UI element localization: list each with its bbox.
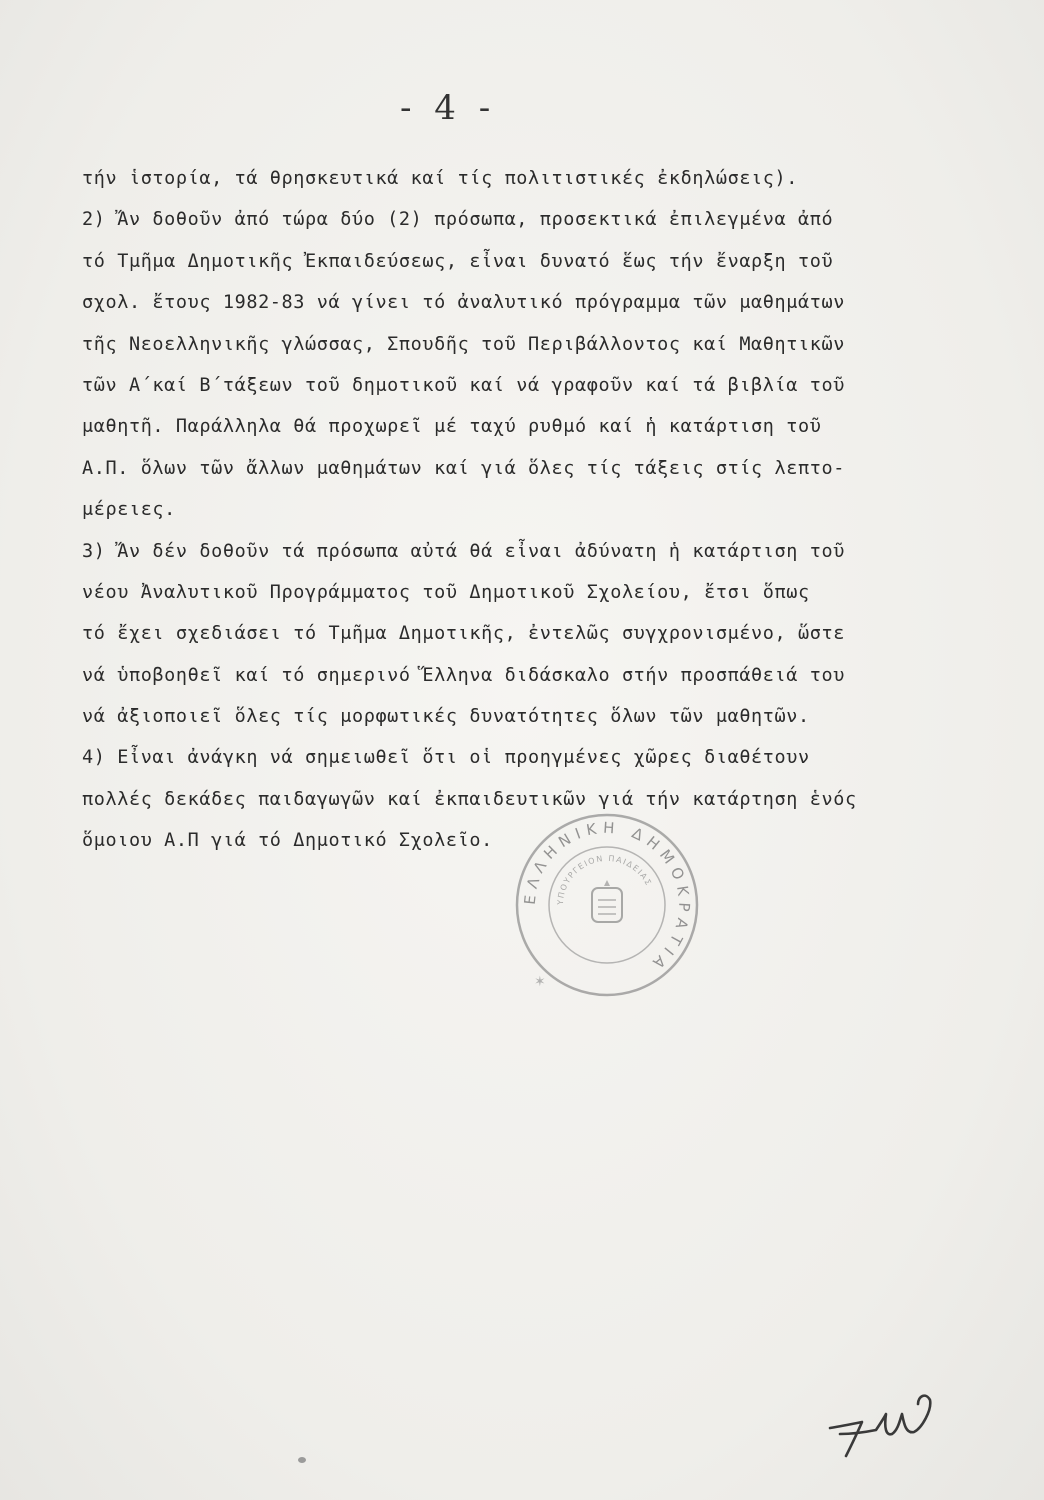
- text-line: μέρειες.: [82, 499, 176, 521]
- ink-speck: [298, 1457, 306, 1463]
- text-line: νέου Ἀναλυτικοῦ Προγράμματος τοῦ Δημοτικοῦ Σχολείου, ἔτσι ὅπως: [82, 581, 810, 603]
- text-line: σχολ. ἔτους 1982-83 νά γίνει τό ἀναλυτικό πρόγραμμα τῶν μαθημάτων: [82, 292, 845, 314]
- handwritten-signature: [822, 1378, 962, 1468]
- text-line: 3) Ἄν δέν δοθοῦν τά πρόσωπα αὐτά θά εἶναι ἀδύνατη ἡ κατάρτιση τοῦ: [82, 540, 845, 562]
- text-line: ὅμοιου Α.Π γιά τό Δημοτικό Σχολεῖο.: [82, 830, 493, 852]
- text-line: τήν ἱστορία, τά θρησκευτικά καί τίς πολιτιστικές ἐκδηλώσεις).: [82, 168, 799, 189]
- svg-text:ΕΛΛΗΝΙΚΗ ΔΗΜΟΚΡΑΤΙΑ: [521, 819, 694, 976]
- page-number: - 4 -: [400, 88, 497, 128]
- text-line: νά ὑποβοηθεῖ καί τό σημερινό Ἕλληνα διδάσκαλο στήν προσπάθειά του: [82, 664, 845, 686]
- text-line: 2) Ἄν δοθοῦν ἀπό τώρα δύο (2) πρόσωπα, προσεκτικά ἐπιλεγμένα ἀπό: [82, 209, 834, 231]
- stamp-inner-text: ΥΠΟΥΡΓΕΙΟΝ ΠΑΙΔΕΙΑΣ: [555, 853, 654, 906]
- text-line: τό ἔχει σχεδιάσει τό Τμῆμα Δημοτικῆς, ἐντελῶς συγχρονισμένο, ὥστε: [82, 623, 845, 645]
- text-line: τῶν Α΄καί Β΄τάξεων τοῦ δημοτικοῦ καί νά γραφοῦν καί τά βιβλία τοῦ: [82, 374, 845, 396]
- text-line: τό Τμῆμα Δημοτικῆς Ἐκπαιδεύσεως, εἶναι δυνατό ἕως τήν ἔναρξη τοῦ: [82, 250, 834, 272]
- stamp-outer-text: ΕΛΛΗΝΙΚΗ ΔΗΜΟΚΡΑΤΙΑ: [520, 818, 694, 976]
- official-stamp: [512, 810, 702, 1000]
- text-line: πολλές δεκάδες παιδαγωγῶν καί ἐκπαιδευτικῶν γιά τήν κατάρτηση ἑνός: [82, 788, 857, 810]
- text-line: νά ἀξιοποιεῖ ὅλες τίς μορφωτικές δυνατότητες ὅλων τῶν μαθητῶν.: [82, 706, 810, 728]
- stamp-star-icon: ✶: [534, 974, 546, 990]
- svg-text:ΥΠΟΥΡΓΕΙΟΝ ΠΑΙΔΕΙΑΣ: [556, 854, 654, 906]
- stamp-emblem-icon: [592, 880, 622, 922]
- text-line: μαθητῆ. Παράλληλα θά προχωρεῖ μέ ταχύ ρυθμό καί ἡ κατάρτιση τοῦ: [82, 416, 822, 438]
- text-line: Α.Π. ὅλων τῶν ἄλλων μαθημάτων καί γιά ὅλες τίς τάξεις στίς λεπτο-: [82, 457, 845, 479]
- text-line: τῆς Νεοελληνικῆς γλώσσας, Σπουδῆς τοῦ Περιβάλλοντος καί Μαθητικῶν: [82, 333, 845, 355]
- body-text: [82, 158, 982, 862]
- text-line: 4) Εἶναι ἀνάγκη νά σημειωθεῖ ὅτι οἱ προηγμένες χῶρες διαθέτουν: [82, 747, 810, 769]
